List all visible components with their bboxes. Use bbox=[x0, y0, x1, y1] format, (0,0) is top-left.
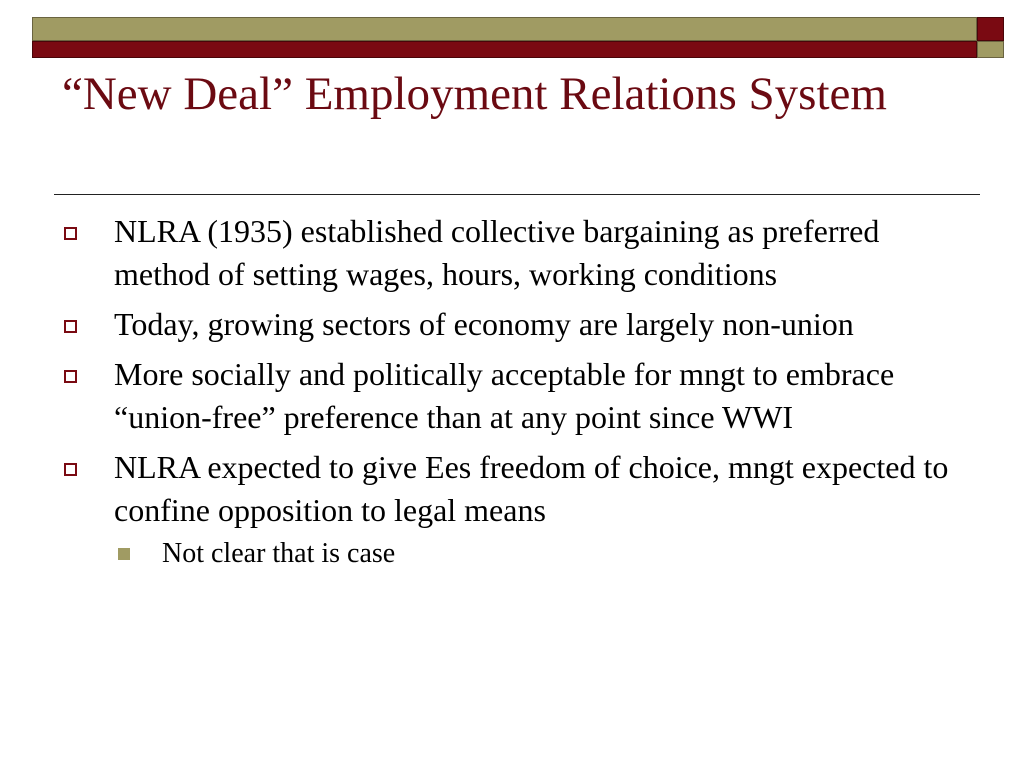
header-square-maroon bbox=[977, 17, 1004, 41]
header-bar-olive bbox=[32, 17, 977, 41]
slide-content bbox=[0, 210, 1024, 573]
sub-bullet-text: Not clear that is case bbox=[162, 538, 396, 569]
bullet-item bbox=[0, 353, 974, 439]
filled-square-icon bbox=[118, 548, 130, 560]
hollow-square-icon bbox=[64, 370, 77, 383]
slide-title: “New Deal” Employment Relations System bbox=[62, 68, 887, 120]
bullet-item bbox=[0, 303, 974, 346]
bullet-text: NLRA (1935) established collective bargaining as preferred method of setting wages, hours, working conditions bbox=[114, 213, 880, 292]
sub-bullet-item bbox=[0, 535, 962, 573]
bullet-item bbox=[0, 446, 974, 532]
header-bar-maroon bbox=[32, 41, 977, 58]
hollow-square-icon bbox=[64, 227, 77, 240]
hollow-square-icon bbox=[64, 320, 77, 333]
bullet-text: More socially and politically acceptable for mngt to embrace “union-free” preference than at any point since WWI bbox=[114, 356, 895, 435]
title-divider bbox=[54, 194, 980, 195]
bullet-text: Today, growing sectors of economy are largely non-union bbox=[114, 306, 854, 342]
bullet-item bbox=[0, 210, 974, 296]
hollow-square-icon bbox=[64, 463, 77, 476]
bullet-text: NLRA expected to give Ees freedom of choice, mngt expected to confine opposition to legal means bbox=[114, 449, 949, 528]
header-square-olive bbox=[977, 41, 1004, 58]
